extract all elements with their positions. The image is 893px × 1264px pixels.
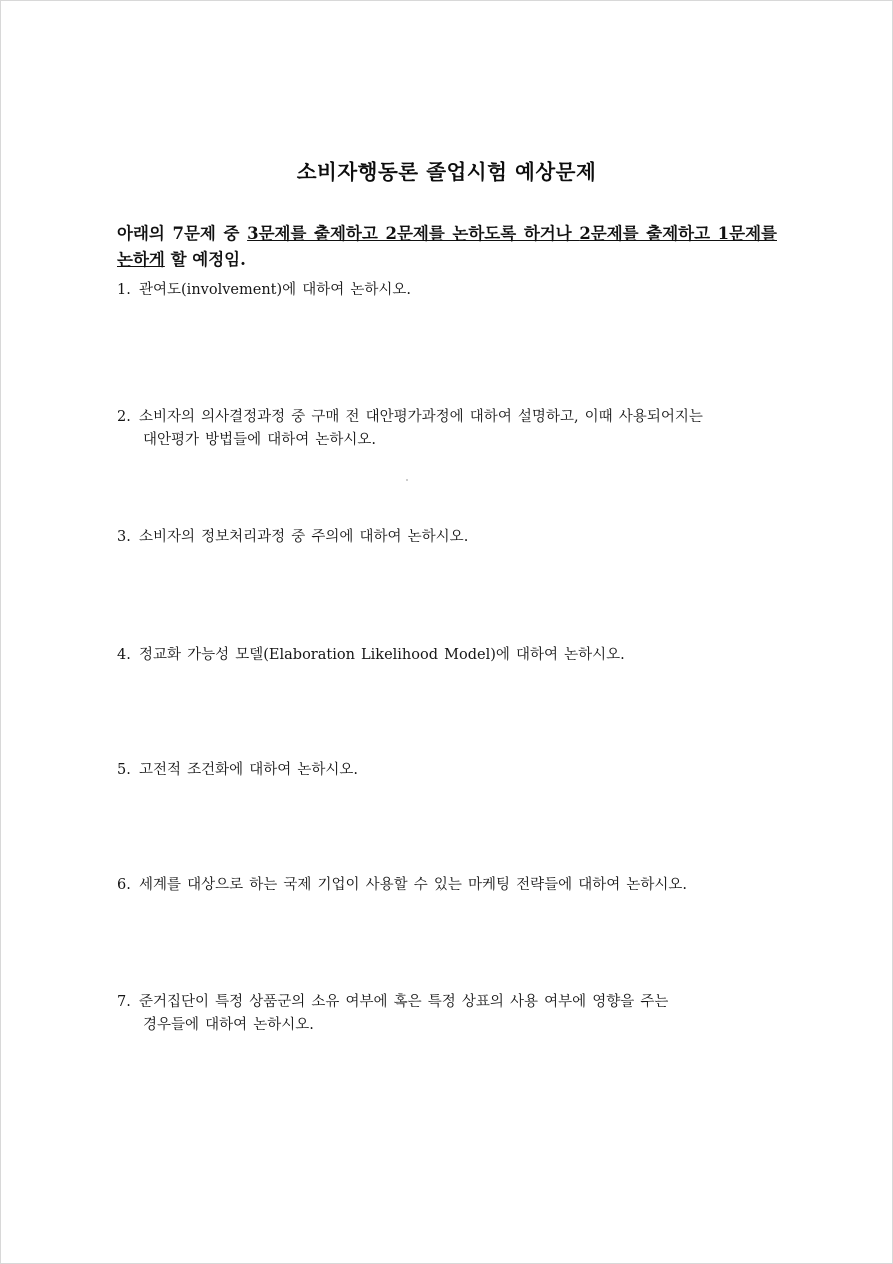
- question-line-2: 대안평가 방법들에 대하여 논하시오.: [143, 431, 377, 448]
- intro-text-part2: 할 예정임.: [164, 250, 246, 270]
- spacer: [117, 452, 837, 526]
- list-item: [117, 406, 837, 452]
- list-item: [117, 759, 837, 782]
- page-title: 소비자행동론 졸업시험 예상문제: [296, 159, 597, 184]
- intro-underline-1: 3문제를 출제하고 2문제를 논하도록 하거나: [247, 223, 580, 243]
- list-item: [117, 991, 837, 1037]
- question-list: [117, 279, 837, 1037]
- intro-underline-2: 2문제를 출제하고 1문제를 논하게: [117, 223, 777, 270]
- question-text: [139, 991, 837, 1037]
- spacer: [117, 781, 837, 874]
- list-item: [117, 644, 837, 667]
- list-item: [117, 279, 837, 302]
- question-line-2: 경우들에 대하여 논하시오.: [143, 1017, 314, 1034]
- question-number: 7.: [117, 994, 131, 1011]
- spacer: [117, 549, 837, 644]
- question-number: 2.: [117, 408, 131, 425]
- question-number: 3.: [117, 528, 131, 545]
- question-line-1: 준거집단이 특정 상품군의 소유 여부에 혹은 특정 상표의 사용 여부에 영향을 주는: [139, 994, 669, 1011]
- spacer: [117, 667, 837, 759]
- scan-speck: [406, 479, 408, 481]
- intro-text-part1: 아래의 7문제 중: [117, 223, 248, 243]
- question-text: 관여도(involvement)에 대하여 논하시오.: [139, 282, 412, 298]
- question-text: 정교화 가능성 모델(Elaboration Likelihood Model)에 대하여 논하시오.: [139, 646, 625, 663]
- question-text: 소비자의 정보처리과정 중 주의에 대하여 논하시오.: [139, 528, 469, 545]
- list-item: [117, 874, 837, 897]
- question-text: 세계를 대상으로 하는 국제 기업이 사용할 수 있는 마케팅 전략들에 대하여 논하시오.: [139, 877, 688, 894]
- question-line-1: 소비자의 의사결정과정 중 구매 전 대안평가과정에 대하여 설명하고, 이때 사용되어지는: [139, 408, 703, 425]
- question-text: [139, 406, 837, 452]
- question-text: 고전적 조건화에 대하여 논하시오.: [139, 761, 359, 778]
- spacer: [117, 302, 837, 406]
- question-number: 5.: [117, 761, 131, 778]
- spacer: [117, 897, 837, 991]
- list-item: [117, 526, 837, 549]
- question-number: 4.: [117, 646, 131, 663]
- intro-paragraph: [117, 221, 777, 274]
- question-number: 6.: [117, 877, 131, 894]
- question-number: 1.: [117, 282, 131, 298]
